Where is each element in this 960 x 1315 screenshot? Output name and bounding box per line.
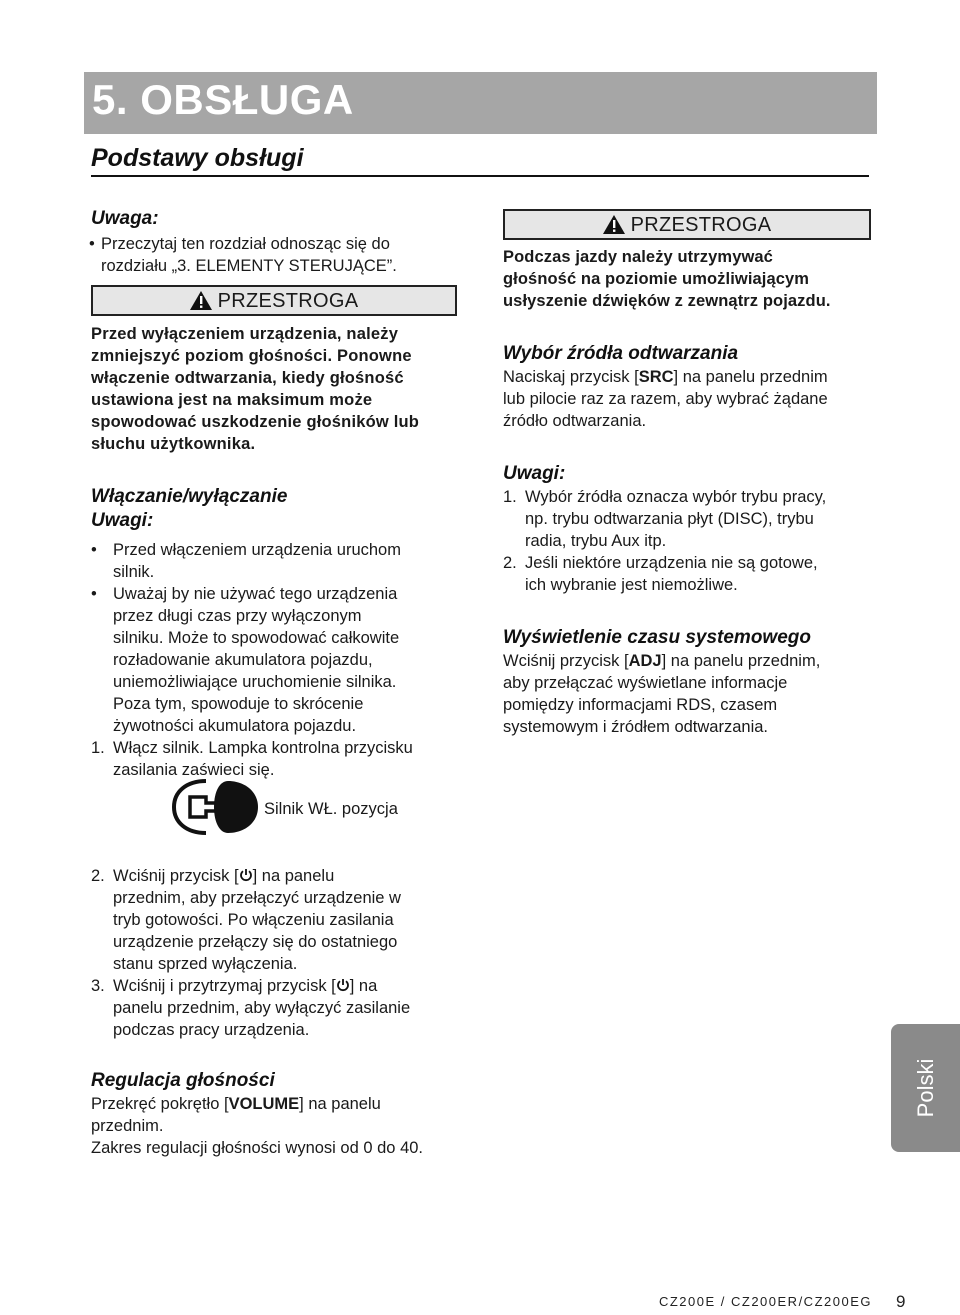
caution-line: włączenie odtwarzania, kiedy głośność (91, 369, 404, 387)
time-line (503, 650, 871, 672)
caution-box (503, 209, 871, 240)
bullet-line: rozładowanie akumulatora pojazdu, (113, 651, 373, 669)
note-item (91, 233, 457, 277)
onoff-heading: Włączanie/wyłączanie (91, 486, 288, 507)
bullet: • (89, 235, 95, 253)
time-line: systemowym i źródłem odtwarzania. (503, 718, 768, 736)
step-line: Włącz silnik. Lampka kontrolna przycisku (113, 739, 413, 757)
step-line: przednim, aby przełączyć urządzenie w (113, 889, 401, 907)
caution-text (91, 323, 457, 455)
bullet-line: Uważaj by nie używać tego urządzenia (113, 585, 398, 603)
volume-section (91, 1069, 471, 1159)
bullet: • (91, 541, 97, 559)
section-title: Podstawy obsługi (91, 144, 869, 177)
warning-triangle-icon (603, 215, 625, 234)
volume-line: przednim. (91, 1117, 164, 1135)
bullet-line: silnik. (113, 563, 155, 581)
time-line: pomiędzy informacjami RDS, czasem (503, 696, 778, 714)
source-key: SRC (638, 368, 674, 386)
bullet-item (91, 583, 457, 737)
power-icon (336, 978, 350, 992)
warning-triangle-icon (190, 291, 212, 310)
caution-line: spowodować uszkodzenie głośników lub (91, 413, 420, 431)
step-number: 2. (91, 867, 105, 885)
step-text: Wciśnij przycisk [ (113, 867, 239, 885)
time-text: Wciśnij przycisk [ (503, 652, 629, 670)
source-heading: Wybór źródła odtwarzania (503, 343, 739, 364)
note-line: Jeśli niektóre urządzenia nie są gotowe, (525, 554, 818, 572)
step-item (91, 737, 457, 781)
source-text: Naciskaj przycisk [ (503, 368, 639, 386)
caution-line: głośność na poziomie umożliwiającym (503, 270, 810, 288)
chapter-title: 5. OBSŁUGA (92, 76, 354, 123)
bullet-item (91, 539, 457, 583)
caution-label: PRZESTROGA (217, 289, 359, 312)
caution-line: ustawiona jest na maksimum może (91, 391, 373, 409)
bullet-line: Poza tym, spowoduje to skrócenie (113, 695, 364, 713)
note-heading: Uwaga: (91, 208, 159, 229)
note-line: np. trybu odtwarzania płyt (DISC), trybu (525, 510, 814, 528)
time-line: aby przełączać wyświetlane informacje (503, 674, 788, 692)
volume-heading: Regulacja głośności (91, 1070, 275, 1091)
key-caption: Silnik WŁ. pozycja (264, 800, 398, 818)
volume-text: ] na panelu (299, 1095, 381, 1113)
note-line: rozdziału „3. ELEMENTY STERUJĄCE”. (101, 257, 397, 275)
bullet-line: silniku. Może to spowodować całkowite (113, 629, 400, 647)
caution-line: usłyszenie dźwięków z zewnątrz pojazdu. (503, 292, 831, 310)
step-line: urządzenie przełączy się do ostatniego (113, 933, 398, 951)
time-key: ADJ (628, 652, 662, 670)
bullet-line: przez długi czas przy wyłączonym (113, 607, 362, 625)
step-line (113, 975, 461, 997)
bullet-line: żywotności akumulatora pojazdu. (113, 717, 357, 735)
step-line (113, 865, 461, 887)
power-icon (239, 868, 253, 882)
step-item (91, 865, 461, 975)
volume-text: Przekręć pokrętło [ (91, 1095, 229, 1113)
left-column (91, 207, 457, 781)
caution-line: zmniejszyć poziom głośności. Ponowne (91, 347, 412, 365)
bullet-line: Przed włączeniem urządzenia uruchom (113, 541, 401, 559)
bullet-line: uniemożliwiające uruchomienie silnika. (113, 673, 397, 691)
volume-line (91, 1093, 471, 1115)
note-line: Przeczytaj ten rozdział odnosząc się do (101, 235, 390, 253)
language-tab (891, 1024, 960, 1152)
step-number: 3. (91, 977, 105, 995)
page-number: 9 (896, 1292, 906, 1311)
source-line: lub pilocie raz za razem, aby wybrać żądane (503, 390, 828, 408)
step-line: tryb gotowości. Po włączeniu zasilania (113, 911, 394, 929)
note-item (503, 486, 871, 552)
note-line: Wybór źródła oznacza wybór trybu pracy, (525, 488, 827, 506)
time-heading: Wyświetlenie czasu systemowego (503, 627, 811, 648)
source-line: źródło odtwarzania. (503, 412, 647, 430)
source-text: ] na panelu przednim (673, 368, 828, 386)
note-number: 1. (503, 488, 517, 506)
step-number: 1. (91, 739, 105, 757)
step-line: stanu sprzed wyłączenia. (113, 955, 298, 973)
volume-line: Zakres regulacji głośności wynosi od 0 do 40. (91, 1139, 424, 1157)
caution-box (91, 285, 457, 316)
language-tab-label: Polski (912, 1058, 938, 1118)
caution-line: słuchu użytkownika. (91, 435, 256, 453)
step-text: ] na (349, 977, 378, 995)
notes-heading: Uwagi: (503, 463, 566, 484)
right-column (503, 209, 871, 738)
caution-line: Przed wyłączeniem urządzenia, należy (91, 325, 399, 343)
caution-text (503, 246, 871, 312)
footer-models: CZ200E / CZ200ER/CZ200EG (658, 1294, 872, 1309)
volume-key: VOLUME (228, 1095, 300, 1113)
note-line: ich wybranie jest niemożliwe. (525, 576, 738, 594)
chapter-bar (84, 72, 877, 134)
step-item (91, 975, 461, 1041)
caution-label: PRZESTROGA (630, 213, 772, 236)
step-line: zasilania zaświeci się. (113, 761, 275, 779)
onoff-notes-heading: Uwagi: (91, 510, 154, 531)
step-text: ] na panelu (252, 867, 335, 885)
ignition-key-icon (172, 777, 262, 837)
caution-line: Podczas jazdy należy utrzymywać (503, 248, 773, 266)
time-text: ] na panelu przednim, (661, 652, 821, 670)
step-line: podczas pracy urządzenia. (113, 1021, 310, 1039)
note-line: radia, trybu Aux itp. (525, 532, 667, 550)
source-line (503, 366, 871, 388)
bullet: • (91, 585, 97, 603)
note-number: 2. (503, 554, 517, 572)
left-steps (91, 865, 461, 1041)
step-line: panelu przednim, aby wyłączyć zasilanie (113, 999, 411, 1017)
note-item (503, 552, 871, 596)
step-text: Wciśnij i przytrzymaj przycisk [ (113, 977, 336, 995)
